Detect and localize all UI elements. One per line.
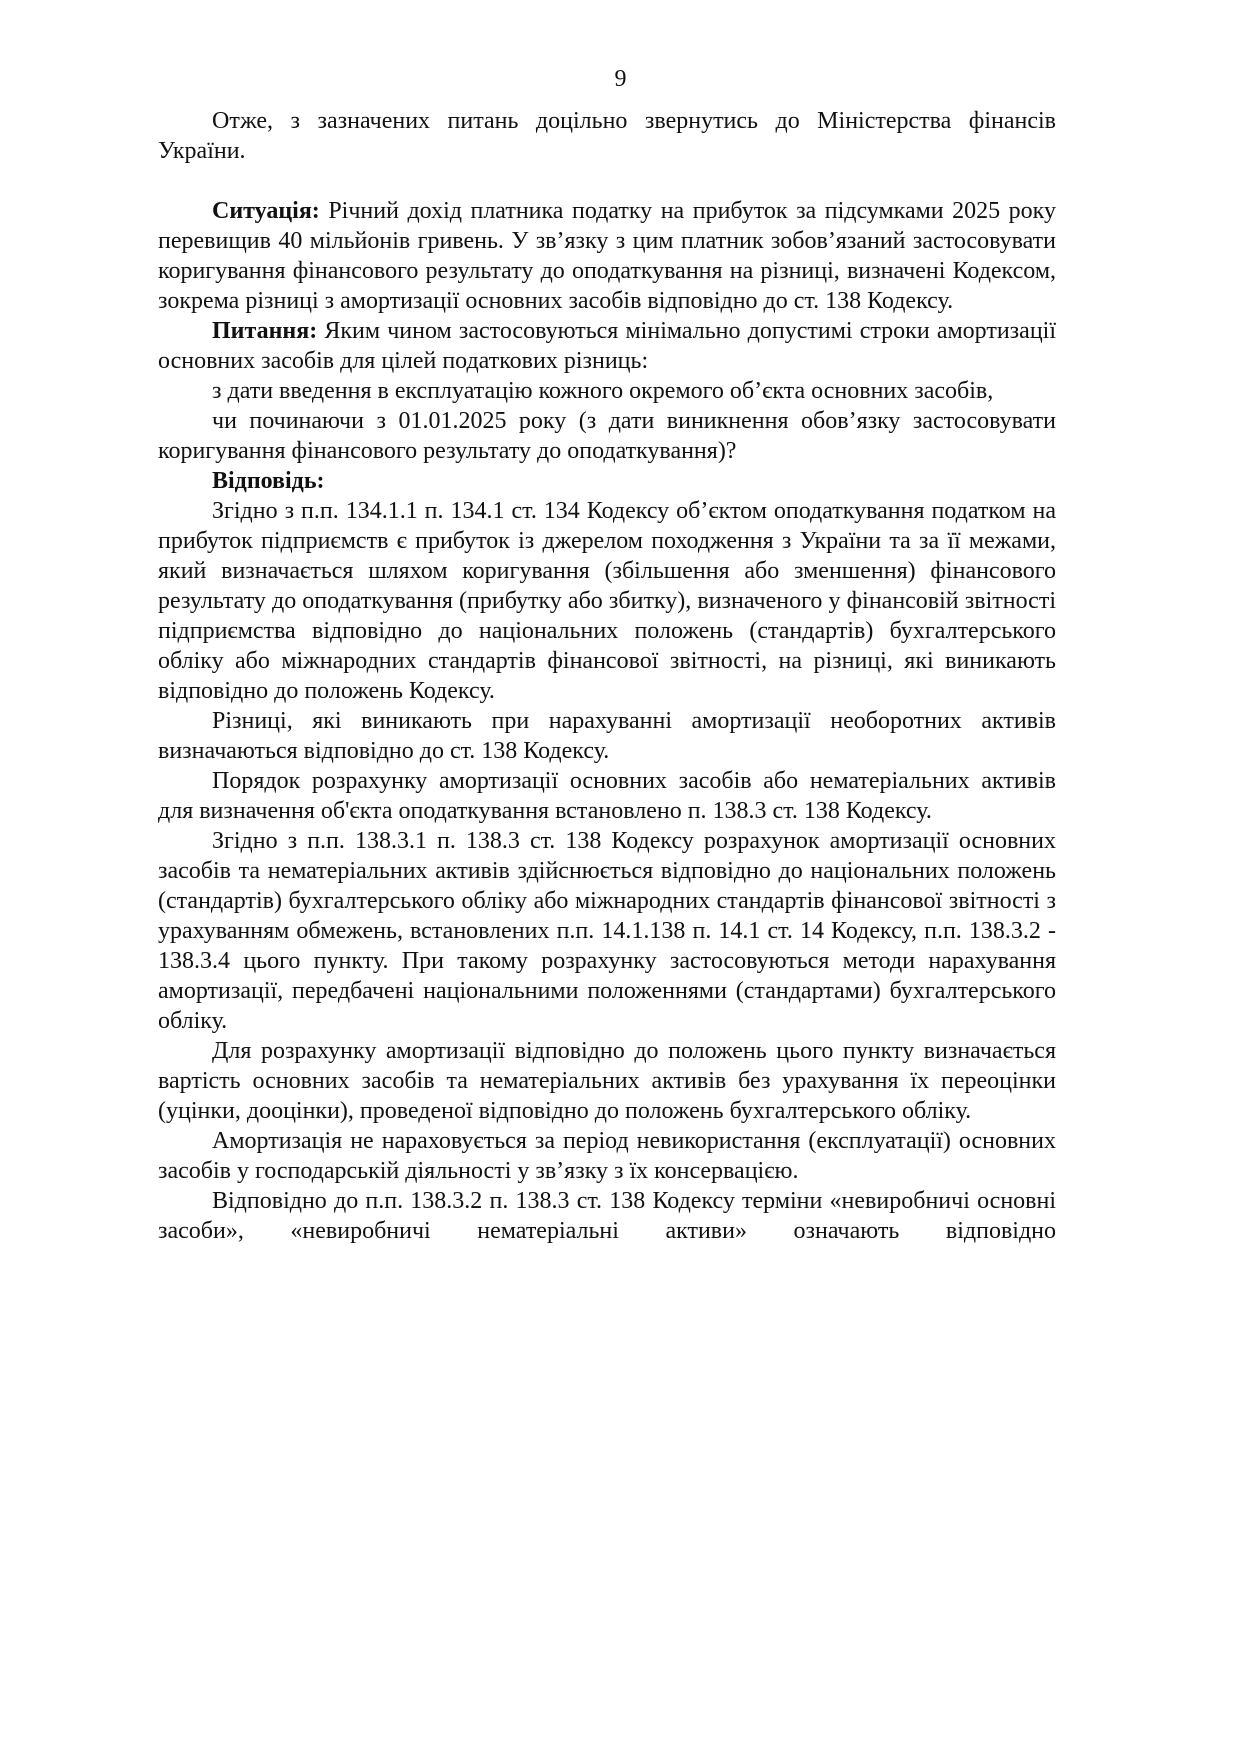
situation-label: Ситуація: [212, 198, 320, 224]
paragraph-answer-6: Амортизація не нараховується за період невикористання (експлуатації) основних засобів у господарській діяльності у зв’язку з їх консервацією. [158, 1128, 1056, 1184]
paragraph-intro: Отже, з зазначених питань доцільно звернутись до Міністерства фінансів України. [158, 108, 1056, 164]
document-body [158, 106, 1056, 1246]
question-text: Яким чином застосовуються мінімально допустимі строки амортизації основних засобів для цілей податкових різниць: [158, 318, 1056, 374]
paragraph-answer-2: Різниці, які виникають при нарахуванні амортизації необоротних активів визначаються відповідно до ст. 138 Кодексу. [158, 708, 1056, 764]
paragraph-answer-1: Згідно з п.п. 134.1.1 п. 134.1 ст. 134 Кодексу об’єктом оподаткування податком на прибуток підприємств є прибуток із джерелом походження з України та за її межами, який визначається шляхом коригування (збільшення або зменшення) фінансового результату до оподаткування (прибутку або збитку), визначеного у фінансовій звітності підприємства відповідно до національних положень (стандартів) бухгалтерського обліку або міжнародних стандартів фінансової звітності, на різниці, які виникають відповідно до положень Кодексу. [158, 498, 1056, 704]
paragraph-question [158, 316, 1056, 376]
paragraph-option-1: з дати введення в експлуатацію кожного окремого об’єкта основних засобів, [212, 378, 994, 404]
situation-text: Річний дохід платника податку на прибуток за підсумками 2025 року перевищив 40 мільйонів гривень. У зв’язку з цим платник зобов’язаний застосовувати коригування фінансового результату до оподаткування на різниці, визначені Кодексом, зокрема різниці з амортизації основних засобів відповідно до ст. 138 Кодексу. [158, 198, 1056, 314]
answer-heading: Відповідь: [212, 468, 325, 494]
question-label: Питання: [212, 318, 318, 344]
paragraph-answer-5: Для розрахунку амортизації відповідно до положень цього пункту визначається вартість основних засобів та нематеріальних активів без урахування їх переоцінки (уцінки, дооцінки), проведеної відповідно до положень бухгалтерського обліку. [158, 1038, 1056, 1124]
paragraph-answer-3: Порядок розрахунку амортизації основних засобів або нематеріальних активів для визначення об'єкта оподаткування встановлено п. 138.3 ст. 138 Кодексу. [158, 768, 1056, 824]
paragraph-option-2: чи починаючи з 01.01.2025 року (з дати виникнення обов’язку застосовувати коригування фінансового результату до оподаткування)? [158, 408, 1056, 464]
paragraph-situation [158, 196, 1056, 316]
paragraph-answer-7: Відповідно до п.п. 138.3.2 п. 138.3 ст. 138 Кодексу терміни «невиробничі основні засоби», «невиробничі нематеріальні активи» означають відповідно [158, 1188, 1056, 1244]
paragraph-spacer [158, 166, 1056, 196]
page-number: 9 [614, 66, 627, 92]
paragraph-answer-4: Згідно з п.п. 138.3.1 п. 138.3 ст. 138 Кодексу розрахунок амортизації основних засобів та нематеріальних активів здійснюється відповідно до національних положень (стандартів) бухгалтерського обліку або міжнародних стандартів фінансової звітності з урахуванням обмежень, встановлених п.п. 14.1.138 п. 14.1 ст. 14 Кодексу, п.п. 138.3.2 - 138.3.4 цього пункту. При такому розрахунку застосовуються методи нарахування амортизації, передбачені національними положеннями (стандартами) бухгалтерського обліку. [158, 828, 1056, 1034]
